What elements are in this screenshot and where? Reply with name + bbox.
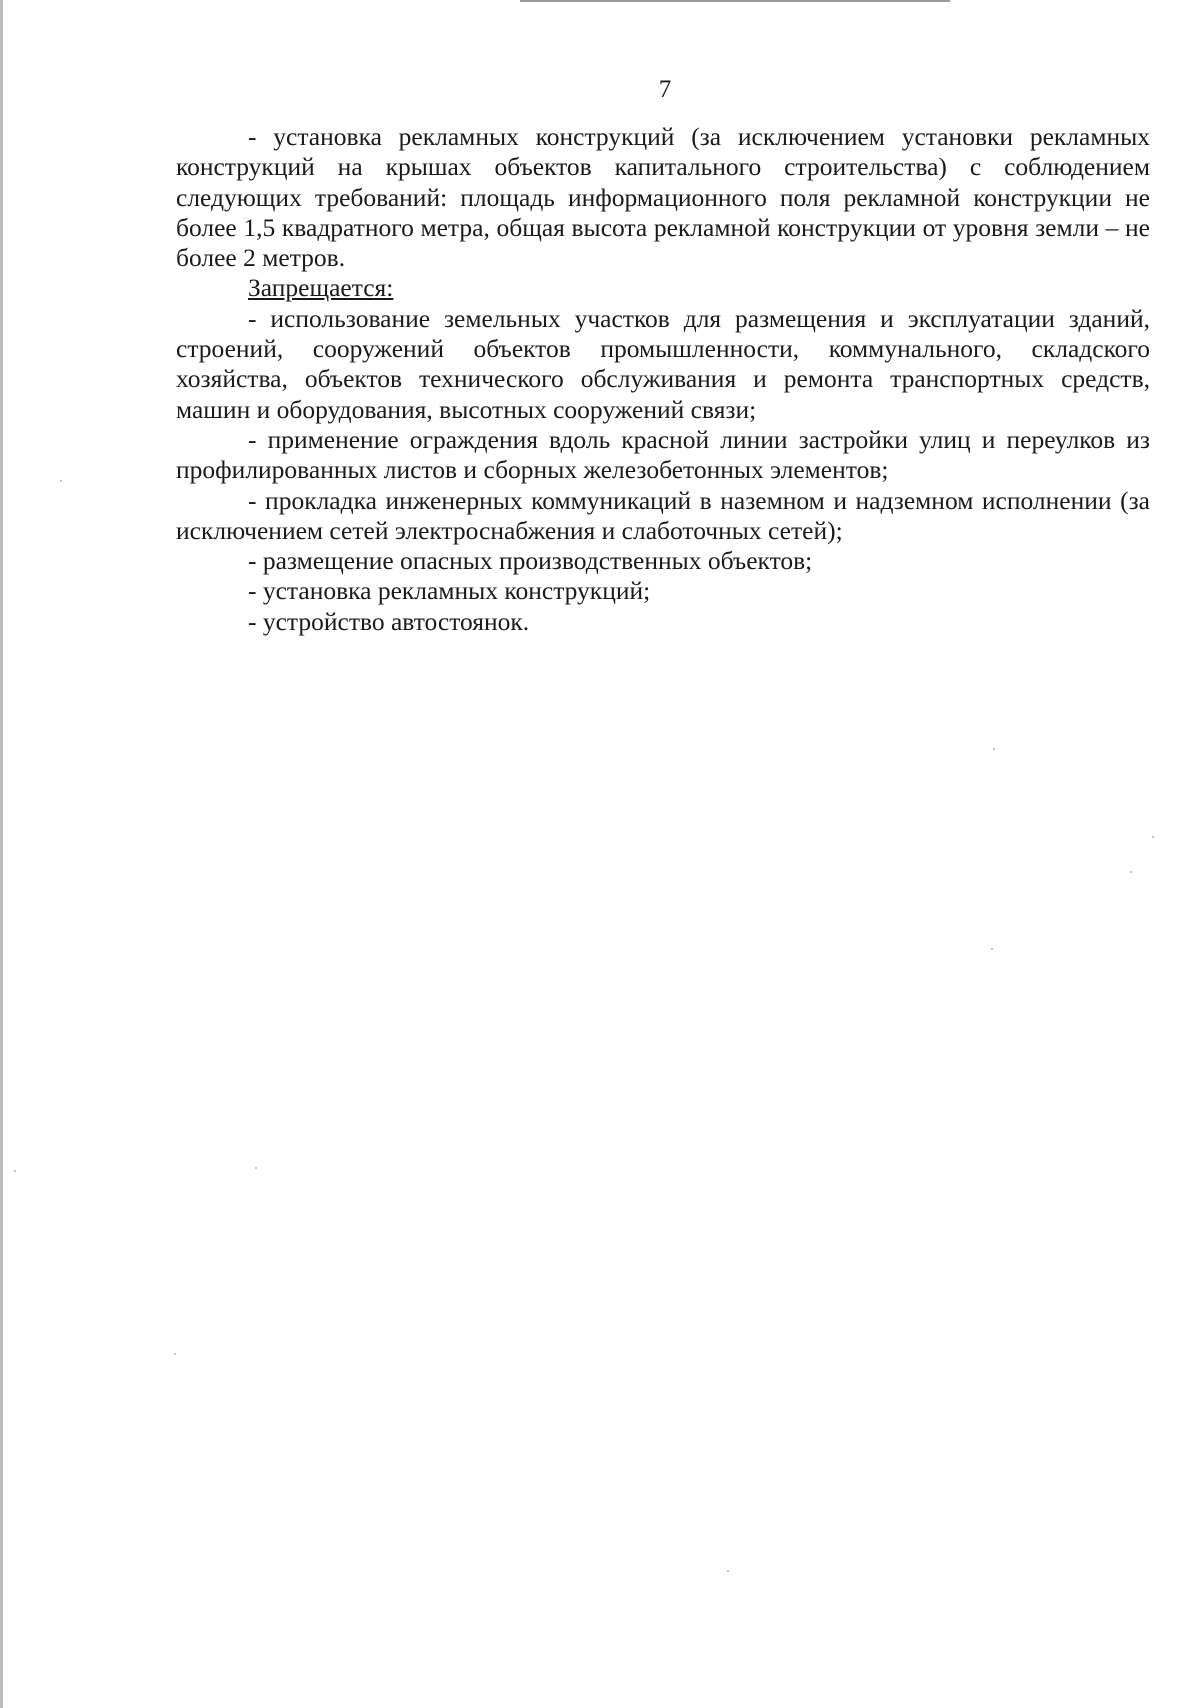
scan-speck — [993, 748, 995, 750]
paragraph-advertising-requirements: - установка рекламных конструкций (за исключением установки рекламных конструкций на крышах объектов капитального строительства) с соблюдением следующих требований: площадь информационного поля рекламной конструкции не более 1,5 квадратного метра, общая высота рекламной конструкции от уровня земли – не более 2 метров. — [176, 122, 1150, 273]
scan-speck — [1130, 871, 1132, 873]
page-number: 7 — [658, 76, 672, 103]
prohibited-heading — [176, 273, 1150, 303]
document-body — [176, 122, 1150, 637]
scan-speck — [255, 1167, 257, 1169]
prohibited-item: - размещение опасных производственных объектов; — [248, 546, 813, 576]
scan-speck — [727, 1570, 729, 1572]
prohibited-item: - установка рекламных конструкций; — [248, 576, 651, 606]
prohibited-heading-text: Запрещается: — [248, 273, 394, 303]
scan-speck — [60, 480, 62, 482]
scan-speck — [991, 948, 993, 950]
scan-speck — [14, 1170, 16, 1172]
prohibited-item: - устройство автостоянок. — [248, 606, 530, 636]
scan-edge-left — [0, 0, 3, 1708]
scan-speck — [174, 1353, 176, 1355]
prohibited-item: - прокладка инженерных коммуникаций в наземном и надземном исполнении (за исключением сетей электроснабжения и слаботочных сетей); — [176, 485, 1150, 545]
scan-speck — [1152, 836, 1154, 838]
scan-edge-top — [520, 0, 950, 2]
prohibited-item: - использование земельных участков для размещения и эксплуатации зданий, строений, сооружений объектов промышленности, коммунального, складского хозяйства, объектов технического обслуживания и ремонта транспортных средств, машин и оборудования, высотных сооружений связи; — [176, 303, 1150, 424]
prohibited-item: - применение ограждения вдоль красной линии застройки улиц и переулков из профилированных листов и сборных железобетонных элементов; — [176, 424, 1150, 485]
